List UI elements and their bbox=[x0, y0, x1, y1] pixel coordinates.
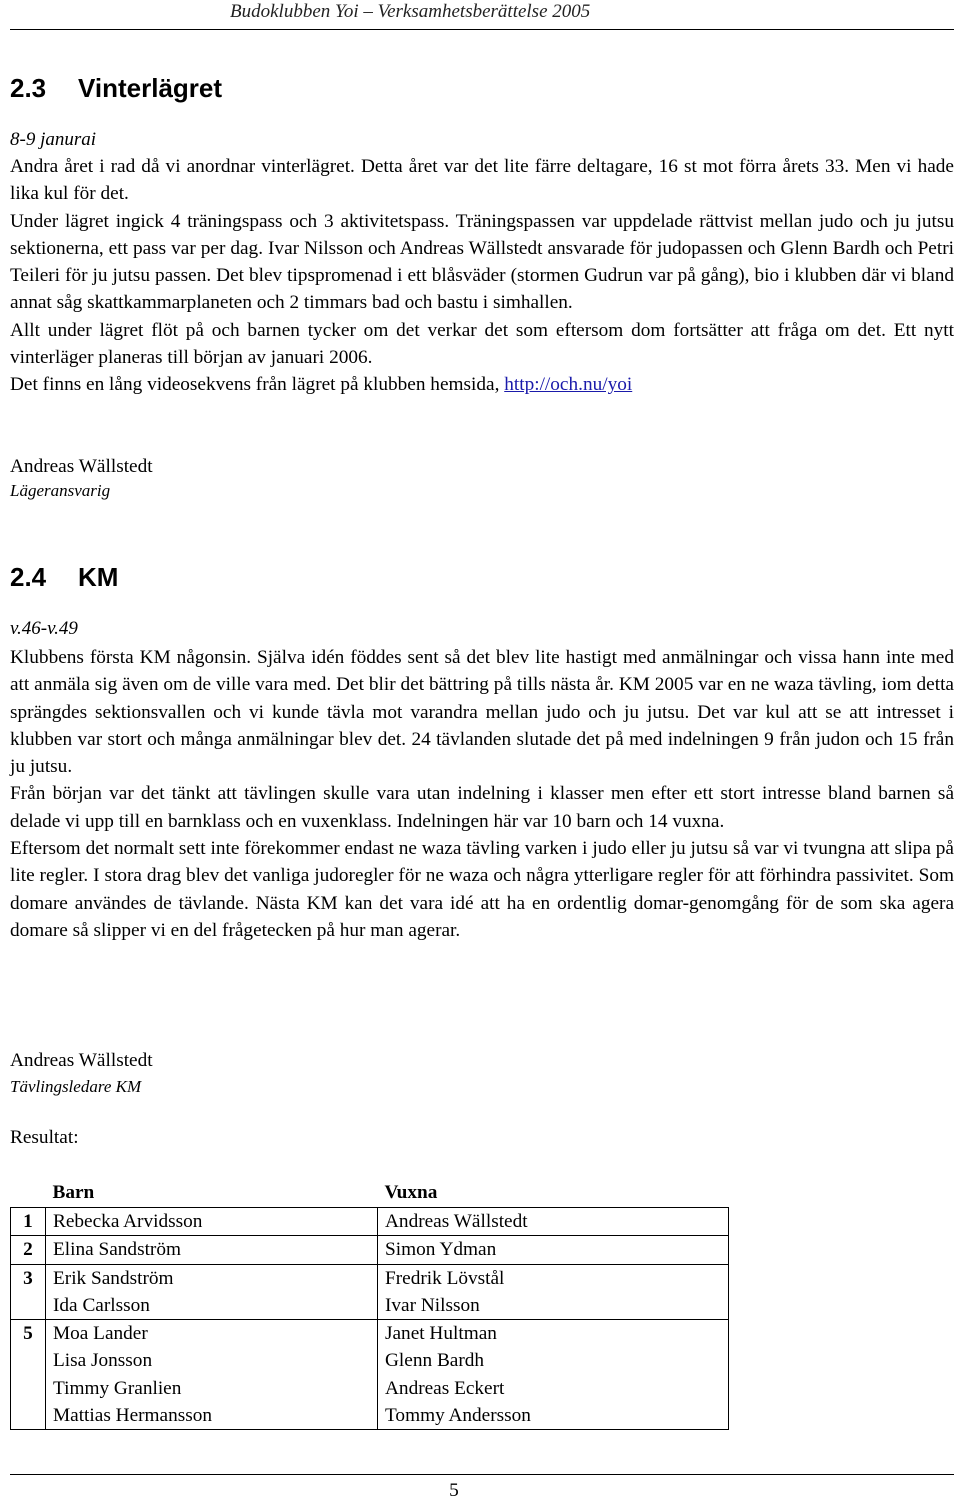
rank-cell: 5 bbox=[11, 1320, 46, 1430]
paragraph: Andra året i rad då vi anordnar vinterlägret. Detta året var det lite färre deltagare, 16 st mot förra årets 33. Men vi hade lika kul för det. bbox=[10, 156, 954, 205]
paragraph: Från början var det tänkt att tävlingen skulle vara utan indelning i klasser men efter ett stort intresse bland barnen så delade vi upp till en barnklass och en vuxenklass. Indelningen här var 10 barn och 14 vuxna. bbox=[10, 783, 954, 832]
vuxna-name: Janet Hultman bbox=[385, 1323, 497, 1345]
rank-cell: 2 bbox=[11, 1236, 46, 1264]
running-header-title: Budoklubben Yoi – Verksamhetsberättelse 2005 bbox=[230, 1, 591, 22]
paragraph: Eftersom det normalt sett inte förekommer endast ne waza tävling varken i judo eller ju jutsu så var vi tvungna att slipa på lite regler. I stora drag blev det vanliga judoregler för ne waza och några ytterligare regler för att förhindra passivitet. Som domare användes de tävlande. Nästa KM kan det vara idé att ha en ordentlig domar-genomgång för de som ska agera domare så slipper vi en del frågetecken på hur man agerar. bbox=[10, 838, 954, 941]
barn-name: Elina Sandström bbox=[53, 1239, 181, 1261]
results-label: Resultat: bbox=[10, 1127, 79, 1148]
signature-role: Tävlingsledare KM bbox=[10, 1077, 142, 1096]
vuxna-header: Vuxna bbox=[384, 1182, 438, 1203]
paragraph: Klubbens första KM någonsin. Själva idén föddes sent så det blev lite hastigt med anmälningar och vissa hann inte med att anmäla sig även om de ville vara med. Det blir det bättring på tills nästa år. KM 2005 var en ne waza tävling, iom detta sprängdes sektionsvallen och vi kunde tävla mot varandra mellan judo och ju jutsu. Det var kul att se att intresset i klubben var stort och många anmälningar blev det. 24 tävlanden slutade det på med indelningen 9 från judon och 15 från ju jutsu. bbox=[10, 647, 954, 778]
section-body-km bbox=[10, 644, 954, 944]
video-link[interactable]: http://och.nu/yoi bbox=[504, 374, 633, 396]
barn-header: Barn bbox=[52, 1182, 95, 1203]
vuxna-name: Simon Ydman bbox=[385, 1239, 497, 1261]
vuxna-name: Fredrik Lövstål bbox=[385, 1267, 505, 1289]
barn-name: Ida Carlsson bbox=[53, 1294, 150, 1316]
vuxna-name: Andreas Eckert bbox=[385, 1377, 505, 1399]
rank-cell: 1 bbox=[11, 1208, 46, 1236]
footer-rule bbox=[10, 1474, 954, 1475]
section-date: 8-9 janurai bbox=[10, 129, 97, 150]
paragraph: Allt under lägret flöt på och barnen tycker om det verkar det som eftersom dom fortsätter att fråga om det. Ett nytt vinterläger planeras till början av januari 2006. bbox=[10, 319, 954, 369]
table-header-row bbox=[11, 1179, 729, 1208]
rank-cell: 3 bbox=[11, 1264, 46, 1320]
page-number: 5 bbox=[449, 1480, 459, 1501]
barn-name: Lisa Jonsson bbox=[53, 1350, 153, 1372]
table-row bbox=[11, 1236, 729, 1264]
signature-name: Andreas Wällstedt bbox=[10, 1050, 153, 1071]
section-body-vinterlagret bbox=[10, 153, 954, 399]
section-number: 2.4 bbox=[10, 562, 47, 592]
video-text: Det finns en lång videosekvens från lägret på klubben hemsida, bbox=[10, 374, 505, 396]
barn-name: Moa Lander bbox=[53, 1323, 148, 1345]
signature-name: Andreas Wällstedt bbox=[10, 456, 153, 477]
results-table bbox=[10, 1179, 729, 1430]
table-row bbox=[11, 1320, 729, 1430]
paragraph-video bbox=[10, 371, 954, 398]
section-date: v.46-v.49 bbox=[10, 618, 78, 639]
section-title: KM bbox=[78, 562, 119, 592]
section-heading-vinterlagret bbox=[10, 73, 222, 103]
running-header bbox=[10, 0, 954, 24]
section-number: 2.3 bbox=[10, 73, 47, 103]
table-row bbox=[11, 1208, 729, 1236]
signature-role: Lägeransvarig bbox=[10, 481, 111, 500]
barn-name: Erik Sandström bbox=[53, 1267, 174, 1289]
vuxna-name: Glenn Bardh bbox=[385, 1350, 485, 1372]
paragraph: Under lägret ingick 4 träningspass och 3 aktivitetspass. Träningspassen var uppdelade rättvist mellan judo och ju jutsu sektionerna, ett pass var per dag. Ivar Nilsson och Andreas Wällstedt ansvarade för judopassen och Glenn Bardh och Petri Teileri för ju jutsu passen. Det blev tipspromenad i ett blåsväder (stormen Gudrun var på gång), bio i klubben där vi bland annat såg skattkammarplaneten och 2 timmars bad och bastu i simhallen. bbox=[10, 210, 954, 314]
barn-name: Timmy Granlien bbox=[53, 1377, 182, 1399]
table-row bbox=[11, 1264, 729, 1320]
vuxna-name: Ivar Nilsson bbox=[385, 1294, 480, 1316]
section-title: Vinterlägret bbox=[78, 73, 223, 103]
rank-header bbox=[11, 1179, 46, 1208]
vuxna-name: Tommy Andersson bbox=[385, 1405, 531, 1427]
header-rule bbox=[10, 29, 954, 30]
barn-name: Mattias Hermansson bbox=[53, 1405, 213, 1427]
vuxna-name: Andreas Wällstedt bbox=[385, 1211, 528, 1232]
barn-name: Rebecka Arvidsson bbox=[53, 1211, 203, 1232]
section-heading-km bbox=[10, 562, 118, 592]
